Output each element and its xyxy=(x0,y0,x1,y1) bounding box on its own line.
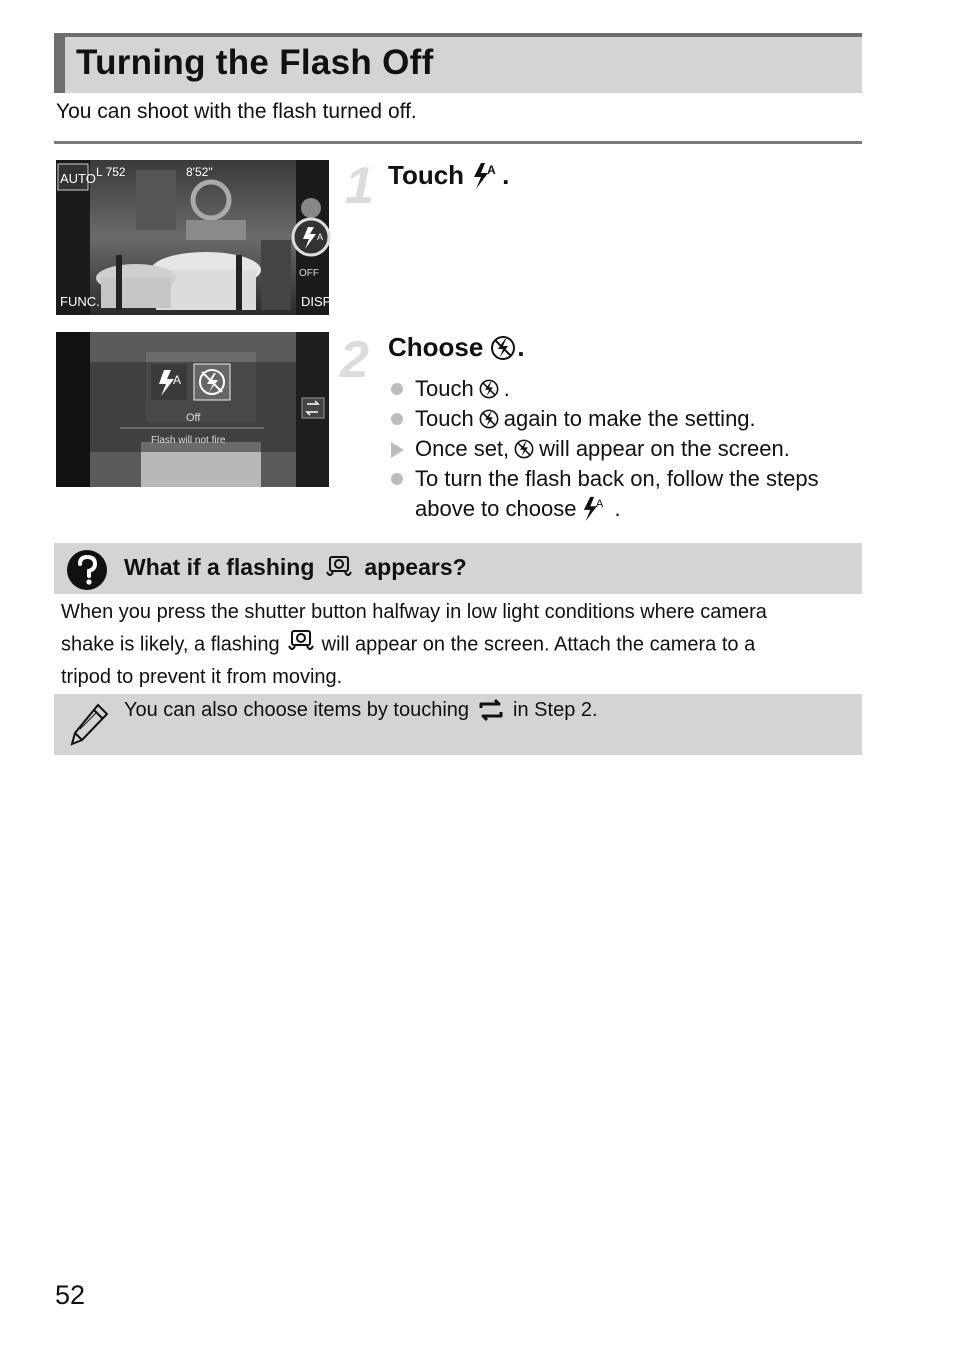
divider xyxy=(54,141,862,144)
camera-shake-icon xyxy=(286,626,316,664)
bullet-text: Once set, xyxy=(415,436,510,461)
flash-auto-icon xyxy=(580,495,610,523)
flash-off-icon xyxy=(478,378,500,400)
flash-off-icon xyxy=(513,438,535,460)
bullet-dot-icon xyxy=(390,412,404,426)
note-text: You can also choose items by touching in Step 2. xyxy=(124,698,598,721)
bullet-text: . xyxy=(614,496,621,521)
step-1-number: 1 xyxy=(345,157,374,215)
pencil-icon xyxy=(68,702,110,748)
flash-off-icon xyxy=(478,408,500,430)
bullet-dot-icon xyxy=(390,382,404,396)
svg-text:OFF: OFF xyxy=(299,268,319,279)
step-2-title-text: Choose xyxy=(388,332,484,362)
svg-text:A: A xyxy=(173,373,182,387)
step-2-title xyxy=(388,332,525,363)
bullet-text: To turn the flash back on, follow the steps xyxy=(415,466,819,491)
section-title-bar xyxy=(54,33,862,93)
bullet-item xyxy=(388,374,885,404)
step-1-title-text: Touch xyxy=(388,160,465,190)
camera-screen-flash-menu xyxy=(56,332,329,487)
result-arrow-icon xyxy=(390,442,404,458)
svg-text:DISP.: DISP. xyxy=(301,294,334,309)
bullet-text: again to make the setting. xyxy=(503,406,756,431)
faq-body-line: tripod to prevent it from moving. xyxy=(61,666,343,688)
svg-text:Off: Off xyxy=(186,412,201,424)
faq-body xyxy=(61,599,856,691)
svg-text:Flash will not fire: Flash will not fire xyxy=(151,435,226,446)
bullet-item-result xyxy=(388,434,885,464)
faq-body-line: When you press the shutter button halfway in low light conditions where camera xyxy=(61,601,767,623)
svg-text:FUNC.: FUNC. xyxy=(60,294,100,309)
camera-screen-shooting xyxy=(56,160,334,315)
svg-text:A: A xyxy=(487,162,496,177)
bullet-text: above to choose xyxy=(415,496,577,521)
svg-text:A: A xyxy=(596,498,604,511)
faq-title xyxy=(124,552,467,582)
bullet-item xyxy=(388,404,885,434)
page-number: 52 xyxy=(55,1280,86,1310)
bullet-text: . xyxy=(503,376,510,401)
flash-auto-icon xyxy=(470,161,502,191)
svg-text:8'52": 8'52" xyxy=(186,165,213,179)
page-title: Turning the Flash Off xyxy=(76,43,434,82)
camera-shake-icon xyxy=(324,552,354,582)
intro-text: You can shoot with the flash turned off. xyxy=(56,100,417,123)
step-1-title xyxy=(388,160,509,191)
question-icon xyxy=(66,549,108,591)
bullet-text: Touch xyxy=(415,376,474,401)
switch-arrows-icon xyxy=(477,698,505,722)
flash-off-icon xyxy=(489,334,517,362)
svg-text:L 752: L 752 xyxy=(96,165,126,179)
svg-text:AUTO: AUTO xyxy=(60,171,96,186)
step-1-title-suffix: . xyxy=(502,160,510,190)
bullet-dot-icon xyxy=(390,472,404,486)
faq-body-line: shake is likely, a flashing will appear on the screen. Attach the camera to a xyxy=(61,626,856,664)
bullet-text: will appear on the screen. xyxy=(539,436,790,461)
step-2-number: 2 xyxy=(340,331,369,389)
title-accent xyxy=(54,37,65,93)
step-2-bullet-list xyxy=(388,374,885,524)
bullet-item xyxy=(388,464,885,524)
svg-text:A: A xyxy=(317,232,324,242)
bullet-text: Touch xyxy=(415,406,474,431)
note-box xyxy=(54,694,862,755)
faq-title-text: appears? xyxy=(364,553,467,580)
faq-title-text: What if a flashing xyxy=(124,553,315,580)
step-2-title-suffix: . xyxy=(517,332,525,362)
faq-box-header xyxy=(54,543,862,594)
